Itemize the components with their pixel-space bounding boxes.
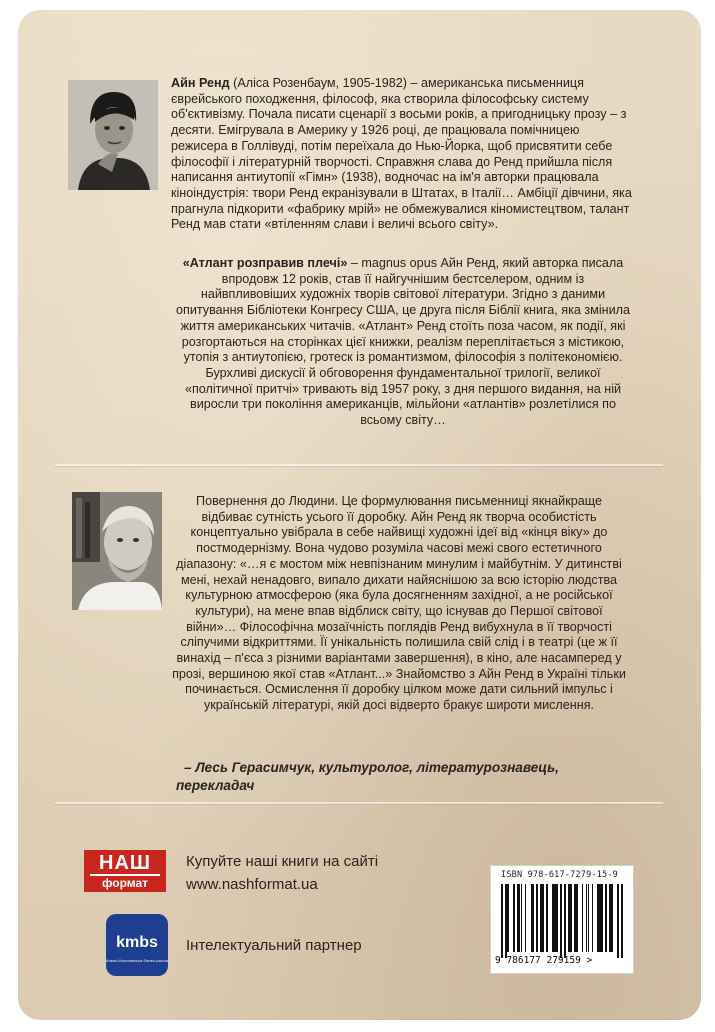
- signature-line-2: перекладач: [176, 778, 255, 793]
- isbn-label: ISBN 978-617-7279-15-9: [501, 870, 618, 880]
- reviewer-photo: [72, 492, 162, 610]
- buy-books-text: Купуйте наші книги на сайті: [186, 853, 379, 870]
- barcode-bar: [564, 884, 566, 958]
- barcode-bar: [556, 884, 558, 952]
- barcode-bar: [576, 884, 578, 952]
- book-description-text: – magnus opus Айн Ренд, який авторка писала впродовж 12 років, став її найгучнішим бестселером, одним із найвпливовіших художніх творів світової літератури. Згідно з даними опитування Бібліотеки Конгресу США, це друга після Біблії книга, яка змінила життя американських читачів. «Атлант» Ренд стоїть поза часом, як події, які розгортаються на сторінках цієї книжки, реалізм переплітається з містикою, утопія з антиутопією, гротеск із романтизмом, філософія з політекономією. Бурхливі дискусії й обговорення фундаментальної трилогії, великої «політичної притчі» тривають від 1957 року, з дня першого видання, на ній виросли три покоління американців, мільйони «атлантів» розлетілися по всьому світу…: [176, 256, 630, 428]
- kmbs-logo: [106, 914, 168, 976]
- barcode-bar: [588, 884, 590, 952]
- intellectual-partner-text: Інтелектуальний партнер: [186, 937, 362, 954]
- barcode-bar: [582, 884, 584, 952]
- review-text: Повернення до Людини. Це формулювання письменниці якнайкраще відбиває сутність усього її доробку. Айн Ренд як творча особистість концептуально увібрала в себе найвищі художні ідеї від «кінця віку» до постмодернізму. Вона чудово розуміла часові межі свого естетичного діапазону: «…я є мостом між невпізнаним минулим і майбутнім. У дитинстві мені, нехай ненадовго, випало дихати найяснішою за всю історію людства культурною атмосферою (яка була досягненням західної, а не російської культури), на мене впав відблиск світу, що існував до Першої світової війни»… Філософічна мозаїчність поглядів Ренд вибухнула в її творчості сліпучими відкриттями. Її унікальність полишила свій слід і в театрі (це ж її винахід – п'єса з різними варіантами завершення), в кіно, але насамперед у прозі, вершиною якої став «Атлант...» Знайомство з Айн Ренд в Україні тільки починається. Осмислення її доробку цілком може дати сильний імпульс і українській літературі, якій досі відверто бракує широти мислення.: [172, 494, 626, 713]
- review-signature: [176, 759, 636, 795]
- publisher-website: www.nashformat.ua: [186, 876, 318, 893]
- barcode-bar: [560, 884, 562, 958]
- book-title: «Атлант розправив плечі»: [182, 256, 348, 270]
- barcode-bar: [611, 884, 613, 952]
- kmbs-logo-word: kmbs: [116, 934, 158, 951]
- barcode-bar: [507, 884, 509, 952]
- author-photo: [68, 80, 158, 190]
- nash-format-logo: [84, 850, 166, 892]
- footer-divider: [55, 802, 663, 804]
- barcode-bar: [601, 884, 603, 952]
- barcode-bar: [605, 884, 607, 952]
- book-description-paragraph: [174, 256, 632, 429]
- barcode-bar: [546, 884, 548, 952]
- review-paragraph: [170, 494, 628, 714]
- author-bio-paragraph: [171, 76, 633, 233]
- author-name: Айн Ренд: [171, 76, 230, 90]
- barcode-bar: [513, 884, 515, 952]
- isbn-barcode: [490, 865, 634, 974]
- barcode-bar: [501, 884, 503, 958]
- barcode-bar: [542, 884, 544, 952]
- signature-line-1: – Лесь Герасимчук, культуролог, літературознавець,: [184, 760, 559, 775]
- kmbs-logo-subtitle: Києво-Могилянська бізнес-школа: [106, 958, 168, 963]
- barcode-bar: [570, 884, 572, 952]
- barcode-bars: [501, 884, 623, 952]
- reviewer-portrait-image: [72, 492, 162, 610]
- barcode-bar: [525, 884, 527, 952]
- barcode-bar: [621, 884, 623, 958]
- section-divider: [55, 464, 663, 466]
- author-bio-text: (Аліса Розенбаум, 1905-1982) – американська письменниця єврейського походження, філософ, яка створила філософську систему об'єктивізму. Почала писати сценарії з восьми років, а пригодницьку прозу – з десяти. Емігрувала в Америку у 1926 році, де працювала помічницею режисера в Голлівуді, потім переїхала до Нью-Йорка, щоб присвятити себе філософії і літературній творчості. Справжня слава до Ренд прийшла після написання антиутопії «Гімн» (1938), водночас на ім'я авторки працювала кіноіндустрія: твори Ренд екранізували в Штатах, в Італії… Амбіції дівчини, яка прагнула підкорити «фабрику мрій» не обмежувалися кіномистецтвом, талант Ренд мав стати «втіленням слави і величі всього світу».: [171, 76, 632, 232]
- barcode-bar: [536, 884, 538, 952]
- barcode-digits: 9 786177 279159 >: [495, 955, 593, 966]
- barcode-bar: [617, 884, 619, 958]
- barcode-bar: [532, 884, 534, 952]
- nash-logo-word-1: НАШ: [99, 852, 151, 874]
- barcode-bar: [592, 884, 594, 952]
- author-portrait-image: [68, 80, 158, 190]
- barcode-bar: [521, 884, 523, 952]
- nash-logo-word-2: формат: [90, 874, 160, 889]
- book-back-cover: [18, 10, 701, 1020]
